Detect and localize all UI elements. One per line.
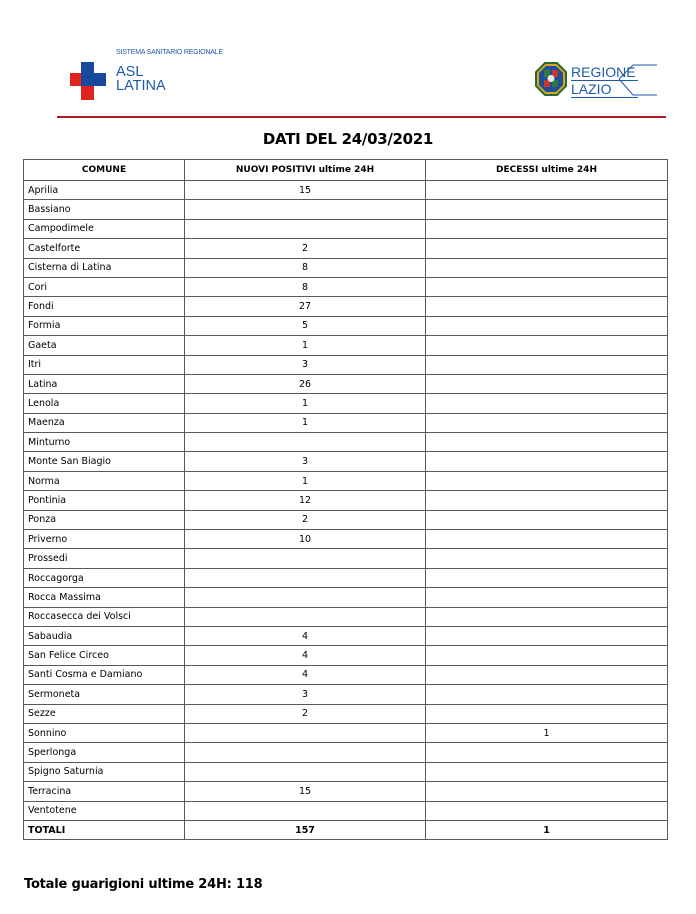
recoveries-note: Totale guarigioni ultime 24H: 118 [24, 877, 263, 892]
table-row [24, 239, 668, 258]
cell-comune: Campodimele [24, 219, 185, 238]
totals-positivi: 157 [185, 820, 426, 839]
cell-positivi [185, 607, 426, 626]
cell-decessi [426, 471, 668, 490]
cell-comune: Minturno [24, 433, 185, 452]
asl-name [116, 65, 166, 93]
lazio-line2: LAZIO [571, 81, 638, 98]
cell-decessi [426, 530, 668, 549]
table-row [24, 413, 668, 432]
asl-subtitle: SISTEMA SANITARIO REGIONALE [116, 49, 223, 56]
table-row [24, 452, 668, 471]
cell-comune: Norma [24, 471, 185, 490]
regione-lazio-logo [535, 62, 665, 102]
cell-decessi [426, 433, 668, 452]
cell-positivi: 1 [185, 471, 426, 490]
cell-positivi: 4 [185, 646, 426, 665]
cell-comune: Maenza [24, 413, 185, 432]
header-divider [57, 116, 666, 118]
cell-comune: Cisterna di Latina [24, 258, 185, 277]
cell-decessi [426, 782, 668, 801]
table-row [24, 626, 668, 645]
asl-name-line2: LATINA [116, 78, 166, 94]
cell-comune: Aprilia [24, 181, 185, 200]
cell-decessi [426, 510, 668, 529]
cell-decessi [426, 258, 668, 277]
table-row [24, 433, 668, 452]
table-row [24, 762, 668, 781]
cell-decessi [426, 491, 668, 510]
table-row [24, 336, 668, 355]
cell-comune: Ventotene [24, 801, 185, 820]
cell-comune: Sermoneta [24, 685, 185, 704]
table-row [24, 568, 668, 587]
cell-positivi: 15 [185, 782, 426, 801]
cell-decessi [426, 646, 668, 665]
cell-positivi [185, 433, 426, 452]
cell-positivi: 3 [185, 355, 426, 374]
cell-decessi [426, 665, 668, 684]
cell-decessi [426, 626, 668, 645]
cell-positivi [185, 549, 426, 568]
cell-comune: Formia [24, 316, 185, 335]
table-header-row [24, 160, 668, 181]
cell-comune: San Felice Circeo [24, 646, 185, 665]
cell-positivi: 15 [185, 181, 426, 200]
cell-decessi [426, 743, 668, 762]
cell-decessi [426, 568, 668, 587]
table-row [24, 491, 668, 510]
table-row [24, 549, 668, 568]
cell-positivi [185, 762, 426, 781]
table-row [24, 607, 668, 626]
column-header-comune: COMUNE [24, 160, 185, 181]
table-row [24, 374, 668, 393]
cell-positivi [185, 801, 426, 820]
cell-decessi [426, 801, 668, 820]
column-header-decessi: DECESSI ultime 24H [426, 160, 668, 181]
cell-positivi [185, 200, 426, 219]
cell-positivi: 5 [185, 316, 426, 335]
table-row [24, 316, 668, 335]
lazio-chevron-icon [617, 62, 663, 98]
cell-decessi [426, 394, 668, 413]
table-row [24, 297, 668, 316]
cell-positivi: 10 [185, 530, 426, 549]
cell-comune: Pontinia [24, 491, 185, 510]
cell-comune: Monte San Biagio [24, 452, 185, 471]
cell-positivi [185, 723, 426, 742]
cell-comune: Santi Cosma e Damiano [24, 665, 185, 684]
cell-comune: Sabaudia [24, 626, 185, 645]
cell-comune: Gaeta [24, 336, 185, 355]
cell-decessi [426, 239, 668, 258]
cell-comune: Bassiano [24, 200, 185, 219]
cell-decessi [426, 704, 668, 723]
table-row [24, 588, 668, 607]
cell-positivi: 3 [185, 685, 426, 704]
cell-decessi [426, 685, 668, 704]
cell-comune: Castelforte [24, 239, 185, 258]
table-row [24, 704, 668, 723]
table-row [24, 510, 668, 529]
cell-comune: Cori [24, 277, 185, 296]
cell-comune: Rocca Massima [24, 588, 185, 607]
cell-decessi [426, 336, 668, 355]
cell-positivi: 8 [185, 277, 426, 296]
table-row [24, 471, 668, 490]
asl-latina-logo [70, 48, 270, 108]
cell-comune: Terracina [24, 782, 185, 801]
cell-positivi: 2 [185, 704, 426, 723]
cell-decessi [426, 374, 668, 393]
cell-decessi [426, 452, 668, 471]
cell-comune: Itri [24, 355, 185, 374]
cell-positivi: 2 [185, 510, 426, 529]
cell-decessi [426, 297, 668, 316]
cell-positivi: 12 [185, 491, 426, 510]
cell-positivi [185, 743, 426, 762]
cell-comune: Latina [24, 374, 185, 393]
cell-positivi: 4 [185, 665, 426, 684]
cell-decessi: 1 [426, 723, 668, 742]
covid-data-table [23, 159, 668, 840]
table-row [24, 743, 668, 762]
cell-positivi: 26 [185, 374, 426, 393]
table-row [24, 665, 668, 684]
cell-positivi: 3 [185, 452, 426, 471]
cell-comune: Roccasecca dei Volsci [24, 607, 185, 626]
cell-positivi [185, 568, 426, 587]
cell-positivi [185, 588, 426, 607]
cell-positivi: 1 [185, 394, 426, 413]
table-row [24, 200, 668, 219]
lazio-line1: REGIONE [571, 64, 636, 80]
table-row [24, 530, 668, 549]
cell-comune: Sezze [24, 704, 185, 723]
cell-comune: Sperlonga [24, 743, 185, 762]
cell-comune: Sonnino [24, 723, 185, 742]
asl-name-line1: ASL [116, 64, 144, 80]
table-row [24, 394, 668, 413]
cell-positivi: 27 [185, 297, 426, 316]
cell-comune: Priverno [24, 530, 185, 549]
cell-positivi: 1 [185, 336, 426, 355]
cell-comune: Prossedi [24, 549, 185, 568]
table-row [24, 355, 668, 374]
cell-positivi [185, 219, 426, 238]
cell-decessi [426, 219, 668, 238]
totals-decessi: 1 [426, 820, 668, 839]
cell-decessi [426, 181, 668, 200]
cell-comune: Roccagorga [24, 568, 185, 587]
totals-row [24, 820, 668, 839]
cell-decessi [426, 355, 668, 374]
cell-comune: Ponza [24, 510, 185, 529]
cell-decessi [426, 413, 668, 432]
table-row [24, 801, 668, 820]
table-row [24, 646, 668, 665]
table-row [24, 782, 668, 801]
cell-decessi [426, 762, 668, 781]
cell-positivi: 2 [185, 239, 426, 258]
table-row [24, 258, 668, 277]
cell-positivi: 1 [185, 413, 426, 432]
cell-comune: Lenola [24, 394, 185, 413]
totals-label: TOTALI [24, 820, 185, 839]
cell-decessi [426, 200, 668, 219]
cell-decessi [426, 277, 668, 296]
cell-decessi [426, 316, 668, 335]
table-row [24, 723, 668, 742]
cell-positivi: 4 [185, 626, 426, 645]
medical-cross-icon [70, 62, 106, 100]
table-row [24, 219, 668, 238]
lazio-emblem-icon [535, 62, 567, 96]
column-header-positivi: NUOVI POSITIVI ultime 24H [185, 160, 426, 181]
cell-decessi [426, 549, 668, 568]
table-row [24, 685, 668, 704]
document-title: DATI DEL 24/03/2021 [262, 130, 434, 148]
table-row [24, 277, 668, 296]
table-row [24, 181, 668, 200]
cell-decessi [426, 607, 668, 626]
cell-comune: Fondi [24, 297, 185, 316]
cell-positivi: 8 [185, 258, 426, 277]
cell-comune: Spigno Saturnia [24, 762, 185, 781]
cell-decessi [426, 588, 668, 607]
